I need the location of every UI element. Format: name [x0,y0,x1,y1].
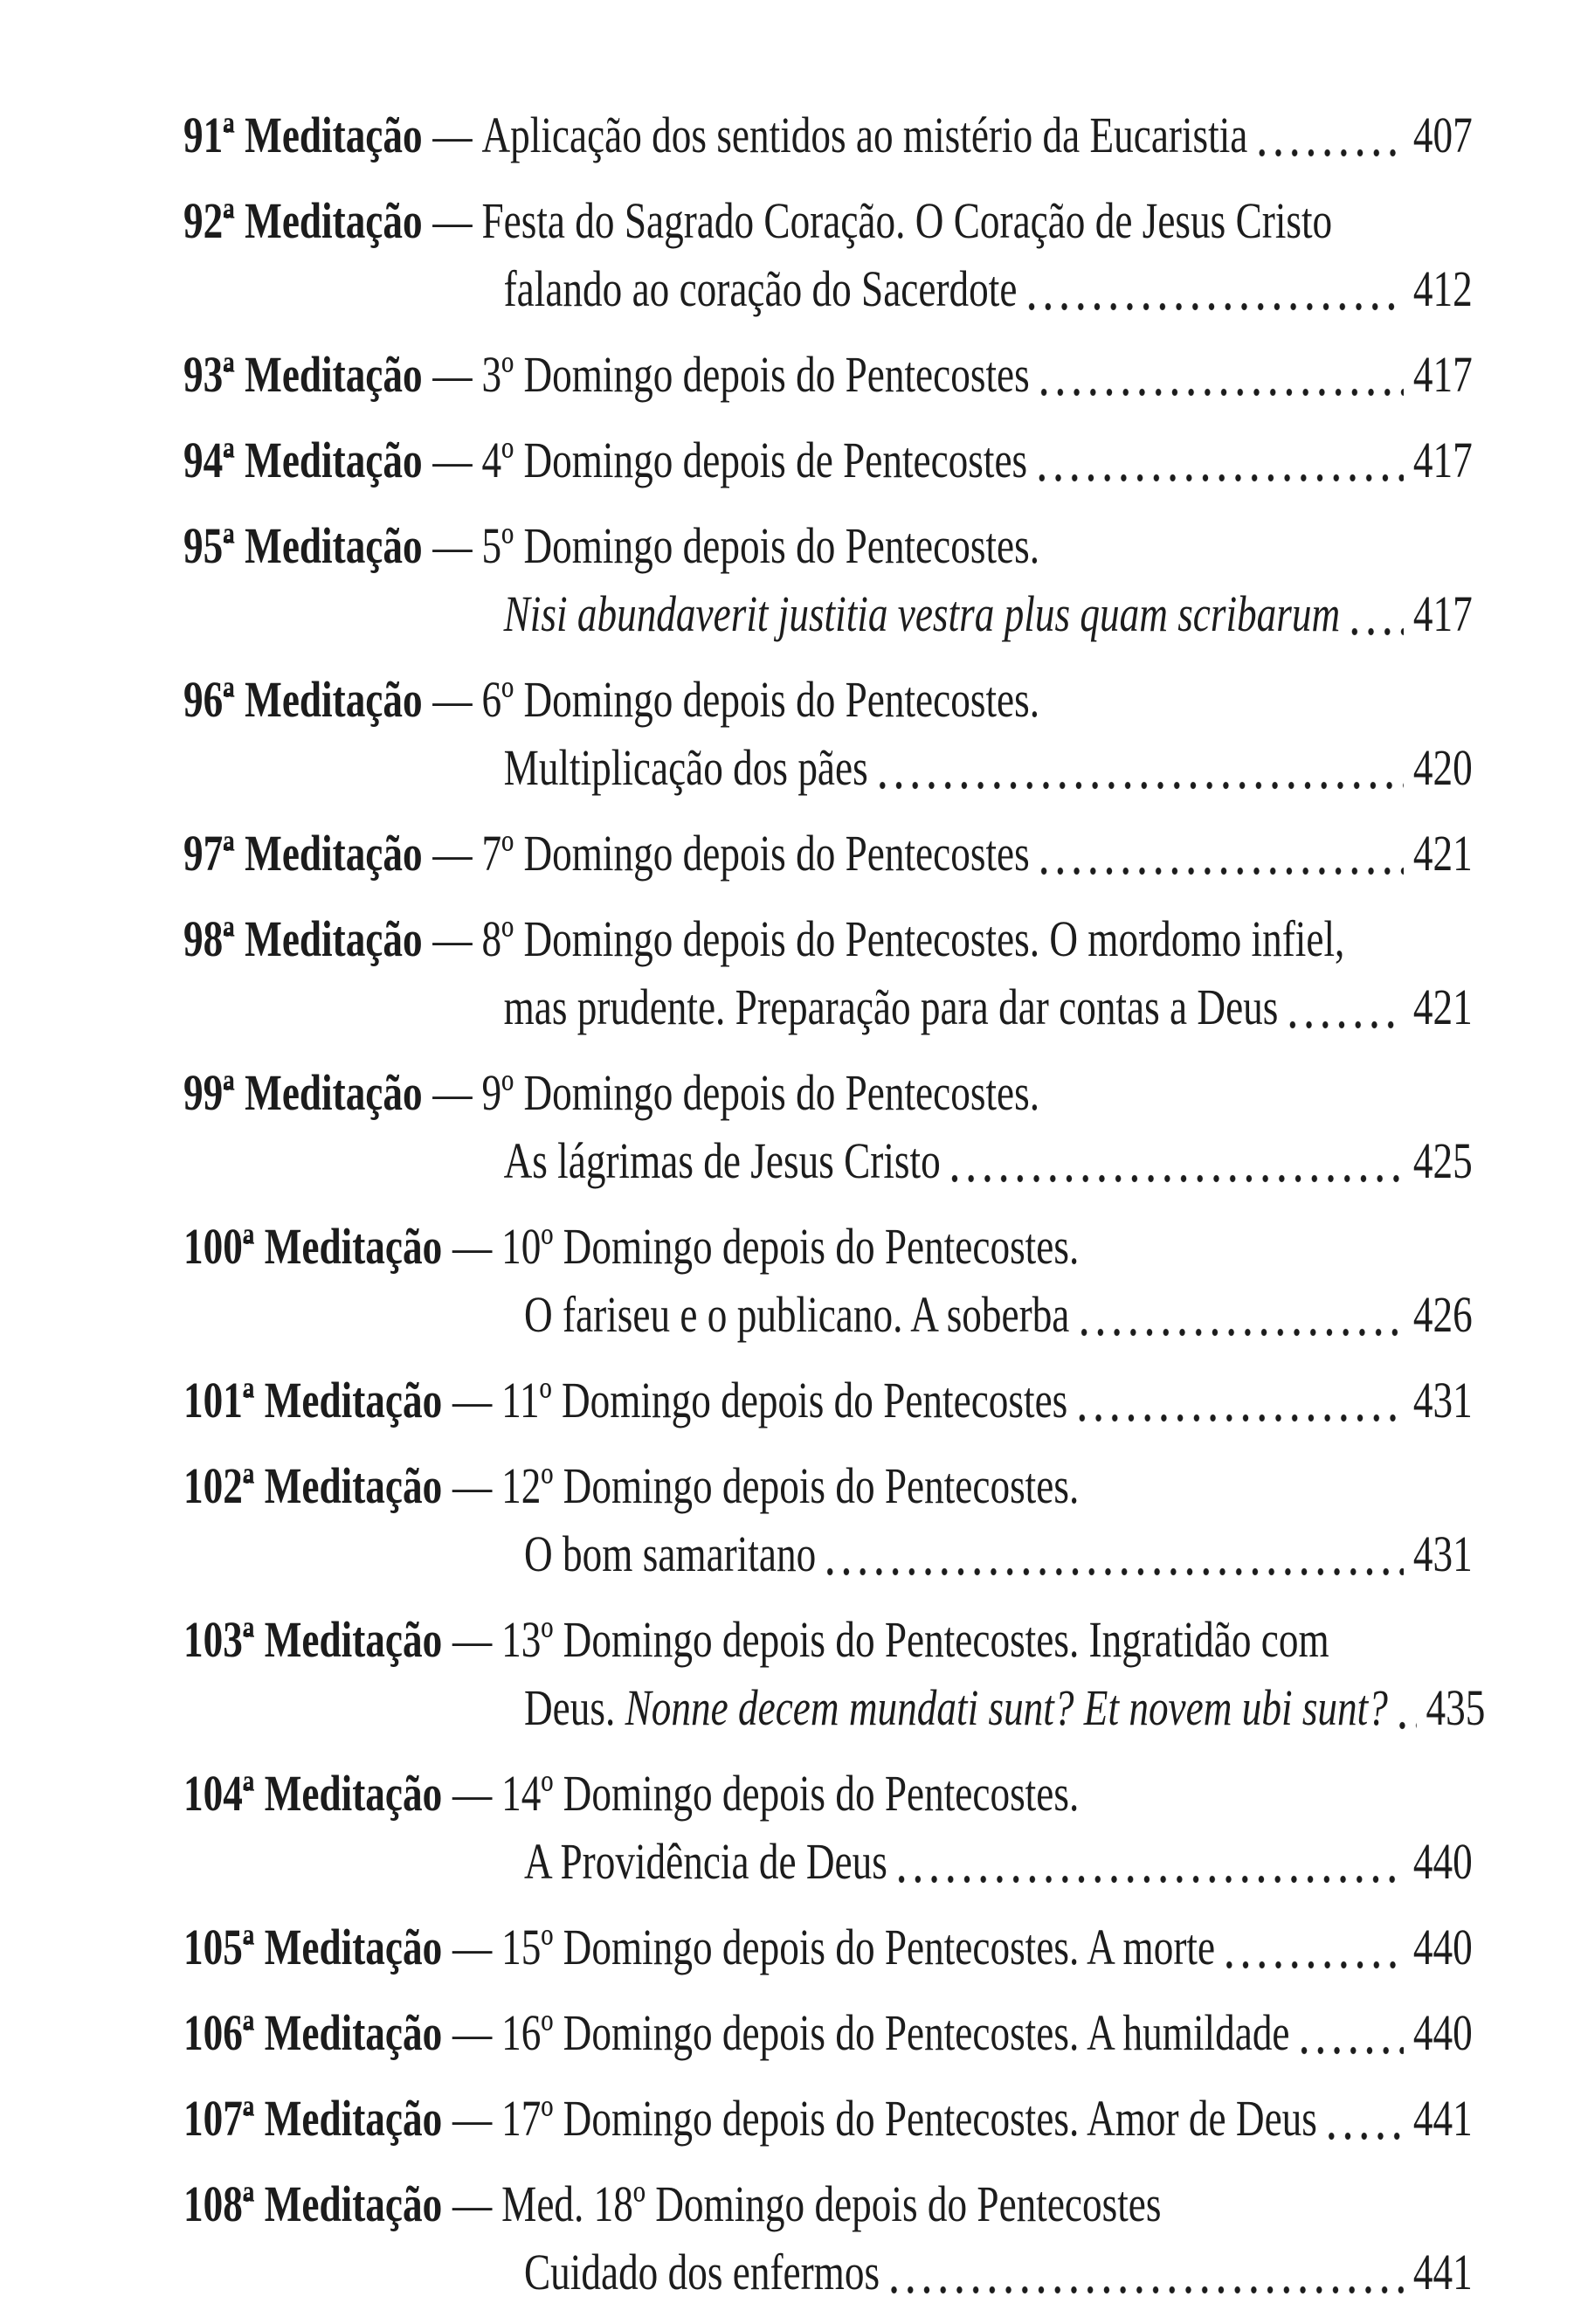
entry-number: 103 [183,1611,243,1668]
toc-line [183,1366,1473,1435]
page-number: 417 [1412,585,1473,642]
entry-title-text [501,1366,1067,1435]
toc-entry [183,512,1473,648]
toc-line [183,820,1473,888]
entry-text: 17º Domingo depois do Pentecostes. Amor de Deus [501,2090,1317,2147]
entry-text: falando ao coração do Sacerdote [503,260,1018,317]
entry-text: 11º Domingo depois do Pentecostes [501,1372,1068,1428]
dot-leader [1301,2046,1404,2055]
toc-line [183,187,1473,255]
page-number: 440 [1412,1833,1473,1890]
entry-title-text [524,1828,887,1896]
dot-leader [1328,2132,1404,2141]
toc-line [183,512,1473,580]
toc-line [183,426,1473,495]
toc-line-continuation [183,255,1473,323]
toc-line-continuation [183,734,1473,802]
page-number: 426 [1412,1286,1473,1343]
entry-text: Cuidado dos enfermos [524,2244,880,2300]
em-dash-separator: — [432,1064,473,1121]
entry-label-word: Meditação [234,107,423,163]
entry-label [183,426,423,495]
dot-leader [1289,1020,1404,1029]
toc-entry [183,905,1473,1041]
toc-line-continuation [183,1674,1486,1742]
ordinal-suffix: ª [223,1059,235,1127]
ordinal-suffix: ª [223,905,235,973]
entry-label-word: Meditação [234,825,423,882]
toc-entry [183,187,1473,323]
em-dash-separator: — [452,1611,493,1668]
em-dash-separator: — [432,517,473,574]
entry-label [183,666,423,734]
ordinal-suffix: ª [243,1452,255,1520]
ordinal-suffix: ª [223,820,235,888]
em-dash-separator: — [432,107,473,163]
em-dash-separator: — [452,1765,493,1822]
entry-label [183,1059,423,1127]
dot-leader [1040,388,1404,397]
entry-label [183,1213,442,1281]
entry-label-word: Meditação [254,1919,443,1975]
toc-entry [183,2170,1473,2307]
em-dash-separator: — [432,910,473,967]
toc-line-continuation [183,1520,1473,1588]
dot-leader [1398,1721,1416,1730]
entry-text: 4º Domingo depois de Pentecostes [481,432,1028,488]
toc-entry [183,1452,1473,1588]
entry-label-word: Meditação [254,1765,443,1822]
entry-text: Festa do Sagrado Coração. O Coração de Jesus Cristo [481,192,1333,249]
entry-title-text [481,1059,1039,1127]
entry-number: 105 [183,1919,243,1975]
entry-label [183,1913,442,1982]
page-number: 425 [1412,1132,1473,1189]
dot-leader [879,781,1404,790]
page-number: 417 [1412,346,1473,403]
entry-label-word: Meditação [234,671,423,728]
page-number: 441 [1412,2090,1473,2147]
entry-text: O bom samaritano [524,1525,817,1582]
dot-leader [891,2286,1404,2294]
em-dash-separator: — [452,2090,493,2147]
entry-label [183,101,423,169]
entry-title-text [481,512,1039,580]
toc-line-continuation [183,1127,1473,1195]
page-number: 407 [1412,107,1473,163]
toc-line [183,2170,1473,2238]
entry-number: 98 [183,910,224,967]
entry-title-text [501,2170,1161,2238]
toc-line [183,1213,1473,1281]
page-number: 412 [1412,260,1473,317]
dot-leader [1259,149,1404,157]
entry-title-text [481,666,1039,734]
toc-line [183,1913,1473,1982]
dot-leader [1039,474,1404,482]
entry-number: 101 [183,1372,243,1428]
entry-text: Aplicação dos sentidos ao mistério da Eucaristia [481,107,1248,163]
entry-title-text [524,2238,880,2307]
entry-title-text [524,1281,1069,1349]
entry-text: 14º Domingo depois do Pentecostes. [501,1765,1080,1822]
ordinal-suffix: ª [243,1760,255,1828]
ordinal-suffix: ª [223,666,235,734]
entry-title-text [524,1674,1388,1742]
entry-label-word: Meditação [234,910,423,967]
entry-title-text [504,734,868,802]
ordinal-suffix: ª [243,1913,255,1982]
ordinal-suffix: ª [243,2085,255,2153]
toc-entry [183,1606,1486,1742]
ordinal-suffix: ª [243,1213,255,1281]
table-of-contents [183,101,1486,2324]
page-number: 420 [1412,739,1473,796]
ordinal-suffix: ª [223,512,235,580]
toc-line [183,905,1473,973]
entry-title-text [481,905,1344,973]
toc-entry [183,1366,1473,1435]
entry-text: 15º Domingo depois do Pentecostes. A morte [501,1919,1216,1975]
entry-title-text [501,1213,1079,1281]
page-number: 435 [1426,1679,1486,1736]
em-dash-separator: — [452,2175,493,2232]
entry-label-word: Meditação [254,2090,443,2147]
entry-title-text [504,580,1341,648]
entry-label-word: Meditação [234,432,423,488]
entry-text: mas prudente. Preparação para dar contas a Deus [503,979,1279,1035]
entry-title-text [501,1606,1329,1674]
entry-label-word: Meditação [234,1064,423,1121]
dot-leader [1226,1961,1404,1969]
entry-number: 99 [183,1064,224,1121]
em-dash-separator: — [452,1457,493,1514]
entry-text: 3º Domingo depois do Pentecostes [481,346,1030,403]
toc-line [183,2085,1473,2153]
dot-leader [1351,627,1404,636]
entry-title-text [504,255,1018,323]
entry-label [183,512,423,580]
toc-line-continuation [183,1828,1473,1896]
toc-entry [183,666,1473,802]
toc-entry [183,101,1473,169]
toc-line-continuation [183,580,1473,648]
toc-line-continuation [183,973,1473,1041]
entry-label [183,1760,442,1828]
entry-number: 94 [183,432,224,488]
entry-text: Multiplicação dos pães [503,739,868,796]
entry-title-text [501,1999,1289,2067]
em-dash-separator: — [432,192,473,249]
entry-text: Deus. [524,1679,625,1736]
entry-title-text [501,1760,1079,1828]
page-number: 421 [1412,825,1473,882]
entry-text-italic: Nonne decem mundati sunt? Et novem ubi sunt? [625,1679,1388,1736]
entry-text-italic: Nisi abundaverit justitia vestra plus quam scribarum [503,585,1341,642]
toc-entry [183,820,1473,888]
entry-number: 95 [183,517,224,574]
entry-label-word: Meditação [234,517,423,574]
toc-line [183,1760,1473,1828]
entry-label-word: Meditação [254,1372,443,1428]
ordinal-suffix: ª [243,1366,255,1435]
entry-label [183,187,423,255]
ordinal-suffix: ª [223,341,235,409]
entry-text: 8º Domingo depois do Pentecostes. O mordomo infiel, [481,910,1345,967]
entry-text: Med. 18º Domingo depois do Pentecostes [501,2175,1162,2232]
ordinal-suffix: ª [223,426,235,495]
entry-title-text [501,2085,1317,2153]
entry-number: 92 [183,192,224,249]
entry-text: A Providência de Deus [524,1833,887,1890]
ordinal-suffix: ª [243,1606,255,1674]
em-dash-separator: — [452,1218,493,1275]
toc-line-continuation [183,2238,1473,2307]
entry-label-word: Meditação [254,1611,443,1668]
ordinal-suffix: ª [223,187,235,255]
entry-label-word: Meditação [234,192,423,249]
entry-title-text [481,187,1332,255]
entry-number: 104 [183,1765,243,1822]
entry-number: 97 [183,825,224,882]
page-number: 417 [1412,432,1473,488]
page-number: 431 [1412,1372,1473,1428]
entry-label-word: Meditação [254,1218,443,1275]
ordinal-suffix: ª [243,2170,255,2238]
entry-number: 100 [183,1218,243,1275]
entry-label [183,2085,442,2153]
toc-entry [183,1760,1473,1896]
entry-label [183,341,423,409]
dot-leader [827,1567,1404,1576]
entry-label [183,1999,442,2067]
entry-title-text [524,1520,816,1588]
em-dash-separator: — [452,1372,493,1428]
entry-text: 9º Domingo depois do Pentecostes. [481,1064,1040,1121]
entry-text: 7º Domingo depois do Pentecostes [481,825,1030,882]
entry-text: 16º Domingo depois do Pentecostes. A humildade [501,2004,1290,2061]
toc-line [183,1999,1473,2067]
entry-number: 106 [183,2004,243,2061]
toc-entry [183,341,1473,409]
entry-text: 6º Domingo depois do Pentecostes. [481,671,1040,728]
dot-leader [1028,302,1404,311]
toc-line [183,1452,1473,1520]
entry-title-text [481,341,1029,409]
em-dash-separator: — [432,825,473,882]
entry-number: 91 [183,107,224,163]
entry-title-text [481,101,1247,169]
toc-line-continuation [183,1281,1473,1349]
dot-leader [898,1875,1404,1884]
entry-title-text [501,1913,1215,1982]
entry-title-text [504,1127,941,1195]
entry-label [183,1366,442,1435]
ordinal-suffix: ª [243,1999,255,2067]
entry-label-word: Meditação [254,1457,443,1514]
toc-line [183,1059,1473,1127]
em-dash-separator: — [432,346,473,403]
toc-line [183,666,1473,734]
toc-line [183,101,1473,169]
toc-entry [183,1213,1473,1349]
page-number: 441 [1412,2244,1473,2300]
entry-title-text [481,820,1029,888]
entry-text: As lágrimas de Jesus Cristo [503,1132,941,1189]
toc-entry [183,1913,1473,1982]
entry-title-text [501,1452,1079,1520]
em-dash-separator: — [432,671,473,728]
entry-label [183,905,423,973]
entry-text: 5º Domingo depois do Pentecostes. [481,517,1040,574]
toc-entry [183,426,1473,495]
entry-number: 96 [183,671,224,728]
entry-label-word: Meditação [254,2175,443,2232]
page-number: 440 [1412,1919,1473,1975]
toc-entry [183,1999,1473,2067]
entry-text: O fariseu e o publicano. A soberba [524,1286,1070,1343]
toc-entry [183,2085,1473,2153]
ordinal-suffix: ª [223,101,235,169]
page-number: 431 [1412,1525,1473,1582]
entry-text: 10º Domingo depois do Pentecostes. [501,1218,1080,1275]
em-dash-separator: — [432,432,473,488]
dot-leader [951,1174,1404,1183]
page-number: 421 [1412,979,1473,1035]
entry-label [183,820,423,888]
page-number: 440 [1412,2004,1473,2061]
em-dash-separator: — [452,2004,493,2061]
dot-leader [1040,867,1404,875]
em-dash-separator: — [452,1919,493,1975]
entry-label [183,1606,442,1674]
entry-text: 12º Domingo depois do Pentecostes. [501,1457,1080,1514]
entry-number: 108 [183,2175,243,2232]
entry-label [183,1452,442,1520]
entry-label [183,2170,442,2238]
entry-title-text [504,973,1279,1041]
dot-leader [1079,1414,1404,1422]
entry-number: 102 [183,1457,243,1514]
entry-number: 93 [183,346,224,403]
toc-entry [183,1059,1473,1195]
dot-leader [1080,1328,1404,1337]
entry-label-word: Meditação [254,2004,443,2061]
entry-title-text [481,426,1027,495]
entry-text: 13º Domingo depois do Pentecostes. Ingratidão com [501,1611,1329,1668]
entry-number: 107 [183,2090,243,2147]
entry-label-word: Meditação [234,346,423,403]
toc-line [183,1606,1473,1674]
toc-line [183,341,1473,409]
